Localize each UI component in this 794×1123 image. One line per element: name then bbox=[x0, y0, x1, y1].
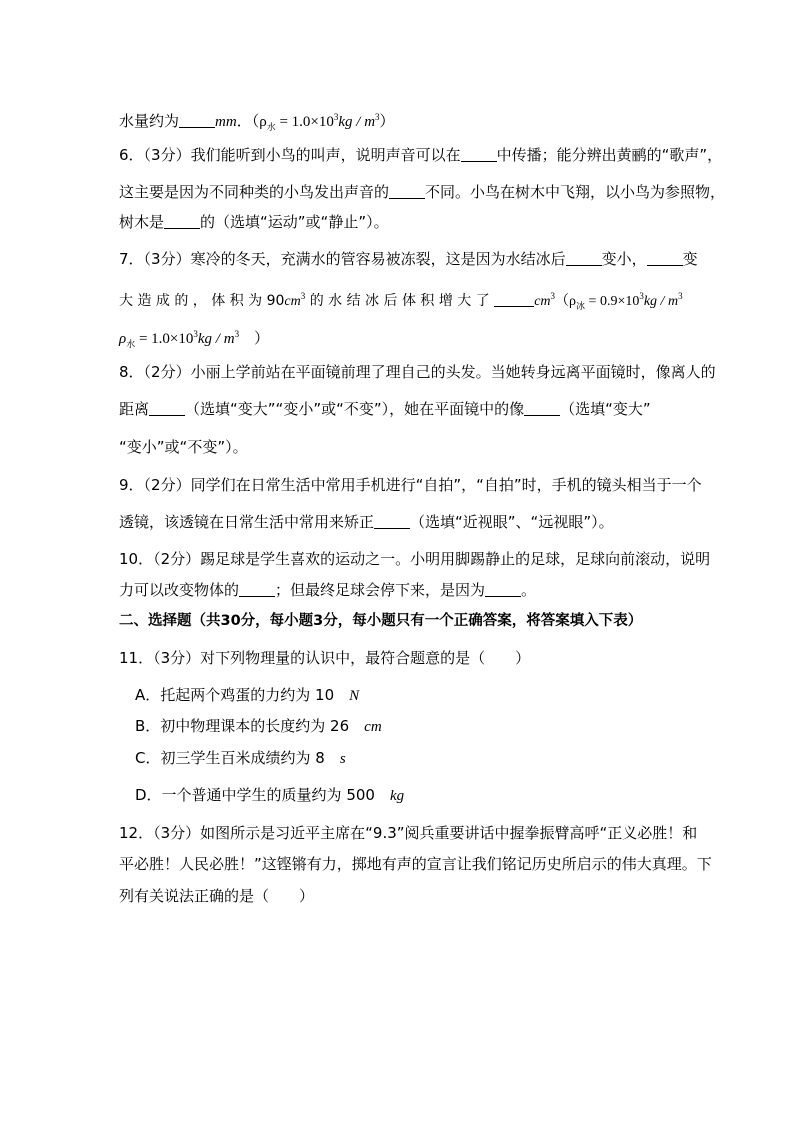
question-11-stem: 11．（3分）对下列物理量的认识中，最符合题意的是（ ） bbox=[119, 649, 531, 667]
section-heading: 二、选择题（共30分，每小题3分，每小题只有一个正确答案，将答案填入下表） bbox=[119, 613, 643, 629]
question-7-line-2: 大 造 成 的 ， 体 积 为 $90cm^3$ 的 水 结 冰 后 体 积 增 大 了 $cm^3(\rho_冰 = 0.9\times 10^3kg / m^3$ bbox=[119, 291, 683, 312]
answer-blank[interactable] bbox=[149, 401, 185, 416]
answer-blank[interactable] bbox=[239, 582, 275, 597]
option-b[interactable]: B．初中物理课本的长度约为 26 cm bbox=[135, 717, 382, 735]
question-7-line-1: 7．（3分）寒冷的冬天，充满水的管容易被冻裂，这是因为水结冰后 变小， 变 bbox=[119, 250, 698, 268]
option-c[interactable]: C．初三学生百米成绩约为 8 s bbox=[135, 749, 346, 767]
option-a[interactable]: A．托起两个鸡蛋的力约为 10 N bbox=[135, 686, 360, 704]
answer-blank[interactable] bbox=[164, 214, 200, 229]
answer-blank[interactable] bbox=[179, 113, 215, 128]
question-10-line-1: 10．（2分）踢足球是学生喜欢的运动之一。小明用脚踢静止的足球，足球向前滚动，说明 bbox=[119, 550, 711, 568]
answer-blank[interactable] bbox=[566, 251, 602, 266]
question-6-line-3: 树木是 的（选填“运动”或“静止”）。 bbox=[119, 213, 389, 231]
question-6-line-1: 6．（3分）我们能听到小鸟的叫声，说明声音可以在 中传播；能分辨出黄鹂的“歌声”， bbox=[119, 146, 723, 164]
question-12-line-2: 平必胜！人民必胜！”这铿锵有力，掷地有声的宣言让我们铭记历史所启示的伟大真理。下 bbox=[119, 855, 712, 873]
question-8-line-3: “变小”或“不变”）。 bbox=[119, 438, 248, 456]
question-5-tail: 水量约为 mm．$(\rho_水 = 1.0\times 10^3kg / m^3)$ bbox=[119, 112, 395, 133]
question-7-line-3: $\rho_水 = 1.0\times 10^3kg / m^3$ ） bbox=[119, 329, 270, 350]
question-12-line-3: 列有关说法正确的是（ ） bbox=[119, 887, 315, 905]
option-d[interactable]: D．一个普通中学生的质量约为 500 kg bbox=[135, 786, 405, 804]
answer-blank[interactable] bbox=[461, 147, 497, 162]
question-10-line-2: 力可以改变物体的 ；但最终足球会停下来，是因为 。 bbox=[119, 581, 537, 599]
answer-blank[interactable] bbox=[524, 401, 560, 416]
question-8-line-1: 8．（2分）小丽上学前站在平面镜前理了理自己的头发。当她转身远离平面镜时，像离人的 bbox=[119, 363, 716, 381]
question-12-line-1: 12．（3分）如图所示是习近平主席在“9.3”阅兵重要讲话中握拳振臂高呼“正义必胜！和 bbox=[119, 824, 698, 842]
answer-blank[interactable] bbox=[374, 514, 410, 529]
answer-blank[interactable] bbox=[494, 292, 534, 307]
question-6-line-2: 这主要是因为不同种类的小鸟发出声音的 不同。小鸟在树木中飞翔，以小鸟为参照物， bbox=[119, 183, 726, 201]
question-9-line-2: 透镜，该透镜在日常生活中常用来矫正 （选填“近视眼”、“远视眼”）。 bbox=[119, 513, 614, 531]
question-9-line-1: 9．（2分）同学们在日常生活中常用手机进行“自拍”，“自拍”时，手机的镜头相当于一个 bbox=[119, 476, 702, 494]
answer-blank[interactable] bbox=[389, 184, 425, 199]
answer-blank[interactable] bbox=[485, 582, 521, 597]
question-8-line-2: 距离 （选填“变大”“变小”或“不变”），她在平面镜中的像 （选填“变大” bbox=[119, 400, 651, 418]
answer-blank[interactable] bbox=[647, 251, 683, 266]
